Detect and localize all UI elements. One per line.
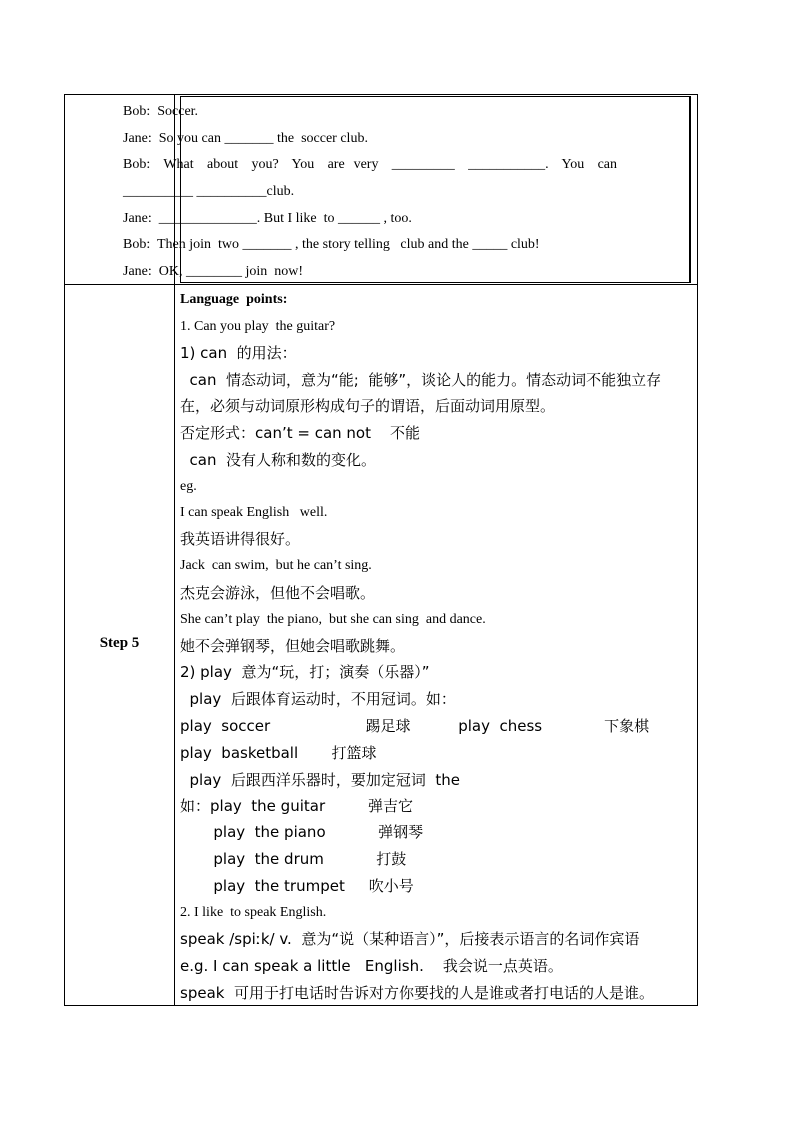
note-line: can 没有人称和数的变化。 [180, 451, 377, 469]
example-sentence: I can speak English well. [180, 505, 328, 520]
example-translation: 杰克会游泳，但他不会唱歌。 [180, 584, 376, 602]
note-line: play the piano 弹钢琴 [180, 823, 424, 841]
dialogue-line: Bob: Then join two _______ , the story telling club and the _____ club! [123, 237, 540, 252]
example-translation: 我英语讲得很好。 [180, 530, 301, 548]
note-line: e.g. I can speak a little English. 我会说一点英语。 [180, 957, 563, 975]
note-line: 在，必须与动词原形构成句子的谓语，后面动词用原型。 [180, 397, 556, 415]
row-divider [65, 284, 697, 285]
note-line: speak 可用于打电话时告诉对方你要找的人是谁或者打电话的人是谁。 [180, 984, 654, 1002]
dialogue-line: Bob: What about you? You are very _________ ___________. You can [123, 157, 617, 172]
dialogue-line: Jane: ______________. But I like to ______ , too. [123, 211, 412, 226]
note-line: play basketball 打篮球 [180, 744, 377, 762]
note-line: 2) play 意为“玩，打；演奏（乐器）” [180, 663, 430, 681]
note-line: 1. Can you play the guitar? [180, 319, 336, 334]
note-line: eg. [180, 479, 197, 494]
example-translation: 她不会弹钢琴，但她会唱歌跳舞。 [180, 637, 406, 655]
note-line: play soccer 踢足球 play chess 下象棋 [180, 717, 650, 735]
example-sentence: Jack can swim, but he can’t sing. [180, 558, 372, 573]
note-line: play the drum 打鼓 [180, 850, 407, 868]
note-line: 1) can 的用法： [180, 344, 297, 362]
note-line: 如：play the guitar 弹吉它 [180, 797, 414, 815]
note-line: 2. I like to speak English. [180, 905, 327, 920]
dialogue-line: __________ __________club. [123, 184, 295, 199]
note-line: can 情态动词，意为“能; 能够”，谈论人的能力。情态动词不能独立存 [180, 371, 662, 389]
column-divider [174, 95, 175, 1005]
note-line: 否定形式：can’t = can not 不能 [180, 424, 421, 442]
section-heading: Language points: [180, 292, 288, 307]
note-line: play 后跟体育运动时，不用冠词。如： [180, 690, 456, 708]
dialogue-line: Jane: So you can _______ the soccer club. [123, 131, 368, 146]
note-line: speak /spiːk/ v. 意为“说（某种语言）”，后接表示语言的名词作宾语 [180, 930, 640, 948]
dialogue-line: Jane: OK, ________ join now! [123, 264, 304, 279]
example-sentence: She can’t play the piano, but she can sing and dance. [180, 612, 486, 627]
note-line: play 后跟西洋乐器时，要加定冠词 the [180, 771, 460, 789]
step-label: Step 5 [99, 635, 140, 651]
dialogue-line: Bob: Soccer. [123, 104, 199, 119]
note-line: play the trumpet 吹小号 [180, 877, 414, 895]
lesson-table [64, 94, 698, 1006]
